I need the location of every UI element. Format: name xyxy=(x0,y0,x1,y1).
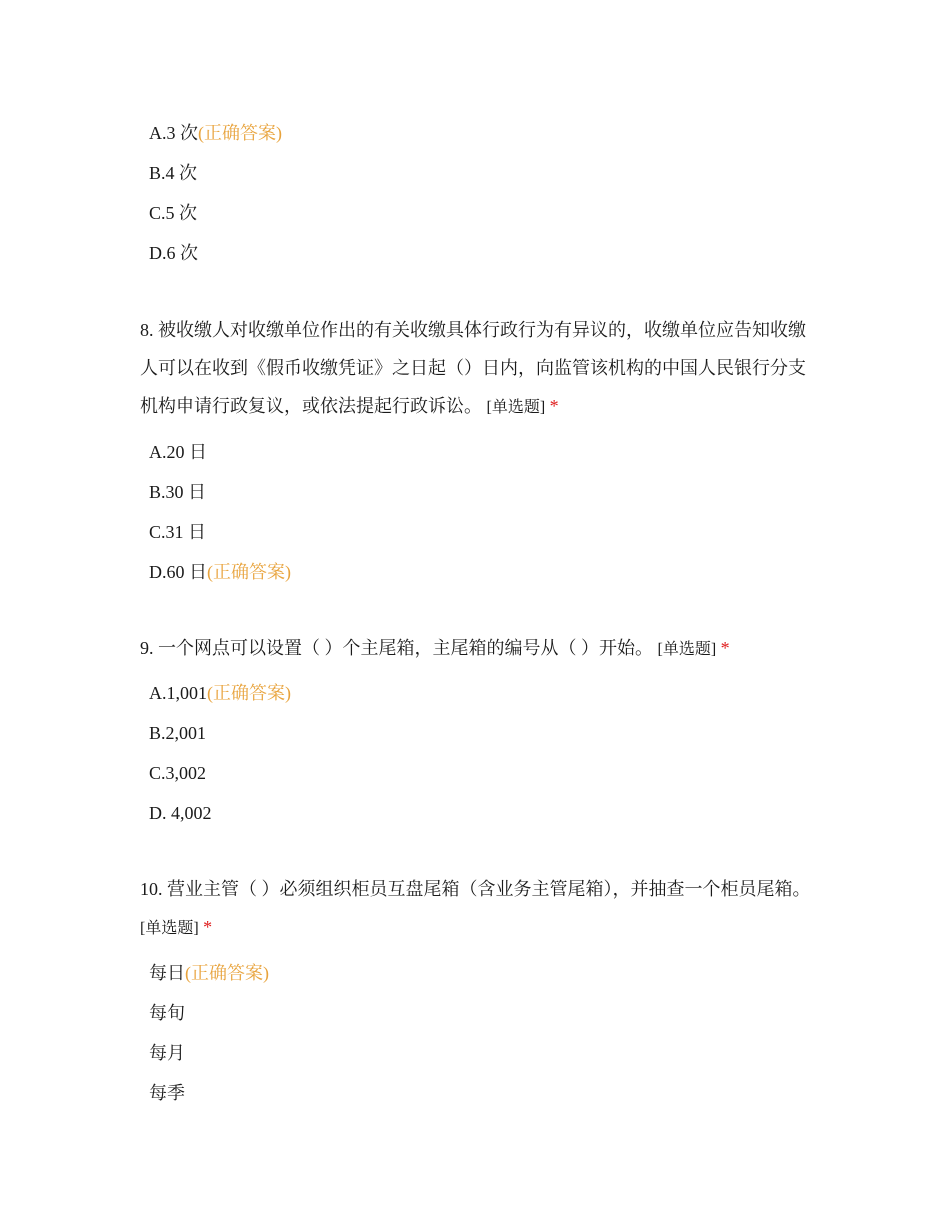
correct-answer-tag: (正确答案) xyxy=(207,562,291,582)
q7-option-a[interactable]: A.3 次(正确答案) xyxy=(149,123,282,143)
q10-option-b[interactable]: 每旬 xyxy=(149,1003,185,1023)
q8-question-type: [单选题] xyxy=(486,399,546,416)
correct-answer-tag: (正确答案) xyxy=(207,683,291,703)
correct-answer-tag: (正确答案) xyxy=(198,123,282,143)
q8-option-c[interactable]: C.31 日 xyxy=(149,522,207,542)
q7-option-c[interactable]: C.5 次 xyxy=(149,203,198,223)
required-marker: * xyxy=(203,917,213,937)
required-marker: * xyxy=(720,638,730,658)
q10-options xyxy=(149,953,269,1113)
correct-answer-tag: (正确答案) xyxy=(185,963,269,983)
q10-option-d[interactable]: 每季 xyxy=(149,1083,185,1103)
q9-option-a[interactable]: A.1,001(正确答案) xyxy=(149,683,291,703)
q8-option-d[interactable]: D.60 日(正确答案) xyxy=(149,562,291,582)
q9-option-b[interactable]: B.2,001 xyxy=(149,723,207,743)
q9-question-text: 9. 一个网点可以设置（ ）个主尾箱，主尾箱的编号从（ ）开始。 xyxy=(140,638,653,658)
q9-option-d[interactable]: D. 4,002 xyxy=(149,803,212,823)
q10-option-c[interactable]: 每月 xyxy=(149,1043,185,1063)
q7-option-d[interactable]: D.6 次 xyxy=(149,243,198,263)
q7-options xyxy=(149,113,282,273)
q8-option-a[interactable]: A.20 日 xyxy=(149,442,207,462)
q9-question xyxy=(140,629,820,669)
q9-question-type: [单选题] xyxy=(657,641,717,658)
q10-question-type: [单选题] xyxy=(140,920,199,937)
q10-option-a[interactable]: 每日(正确答案) xyxy=(149,963,269,983)
q10-question-text: 10. 营业主管（ ）必须组织柜员互盘尾箱（含业务主管尾箱），并抽查一个柜员尾箱。 xyxy=(140,879,811,899)
q10-question xyxy=(140,870,820,948)
q8-question-text: 8. 被收缴人对收缴单位作出的有关收缴具体行政行为有异议的，收缴单位应告知收缴人可以在收到《假币收缴凭证》之日起（）日内，向监管该机构的中国人民银行分支机构申请行政复议，或依法提起行政诉讼。 xyxy=(140,320,806,416)
q8-question xyxy=(140,311,820,427)
q8-option-b[interactable]: B.30 日 xyxy=(149,482,207,502)
q9-options xyxy=(149,673,291,833)
q7-option-b[interactable]: B.4 次 xyxy=(149,163,198,183)
required-marker: * xyxy=(549,396,559,416)
q8-options xyxy=(149,432,291,592)
q9-option-c[interactable]: C.3,002 xyxy=(149,763,207,783)
